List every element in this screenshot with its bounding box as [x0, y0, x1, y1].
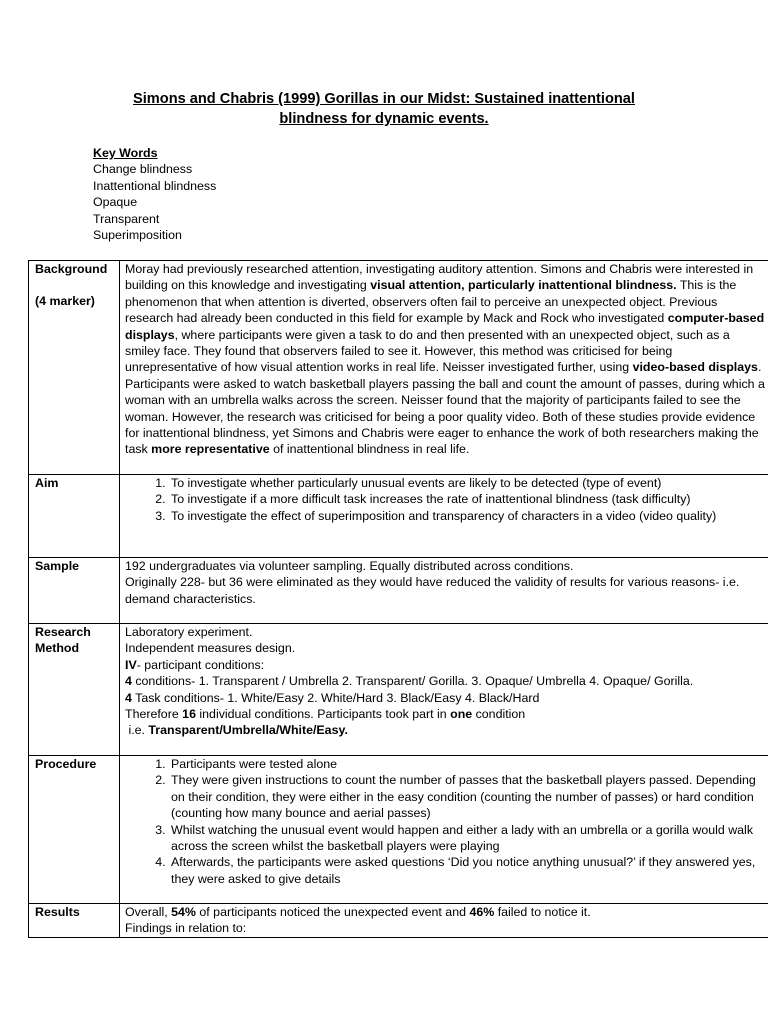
list-item: 2. To investigate if a more difficult task increases the rate of inattentional blindness (task difficulty): [169, 491, 766, 507]
method-conditions-line: [125, 673, 766, 689]
method-line: Laboratory experiment.: [125, 625, 253, 639]
background-text: This is the phenomenon that when attention is diverted, observers often fail to perceive an unexpected object. Previous research had already been conducted in this field for example by Mack and Rock who investigated: [125, 278, 737, 326]
results-content: [120, 904, 768, 938]
table-row-results: [29, 904, 768, 938]
therefore-text: condition: [472, 707, 526, 722]
iv-bold: IV: [125, 657, 137, 672]
table-row-sample: [29, 558, 768, 624]
task-count: 4: [125, 690, 132, 705]
list-item: 2. They were given instructions to count the number of passes that the basketball players passed. Depending on their condition, they were either in the easy condition (counting the number of passes) or hard condition (counting how many bounce and aerial passes): [169, 772, 766, 821]
list-item: 3. To investigate the effect of superimposition and transparency of characters in a video (video quality): [169, 508, 766, 524]
results-line: Findings in relation to:: [125, 921, 247, 936]
sample-content: [120, 558, 768, 624]
background-text: . Participants were asked to watch basketball players passing the ball and count the amount of passes, during which a woman with an umbrella walks across the screen. Neisser found that the majority of participants failed to see the woman. However, the research was criticised for being a poor quality video. Both of these studies provide evidence for inattentional blindness, yet Simons and Chabris were eager to enhance the work of both researchers making the task: [125, 360, 765, 457]
background-bold-text: more representative: [151, 442, 270, 457]
row-label-aim: Aim: [29, 475, 120, 558]
therefore-text: Therefore: [125, 707, 183, 722]
study-summary-table: [28, 260, 768, 938]
background-text: , where participants were given a task to do and then presented with an unexpected object, such as a smiley face. They found that observers failed to see it. However, this method was criticised for being unrepresentative of how visual attention works in real life. Neisser investigated further, using: [125, 327, 730, 375]
marks-label: (4 marker): [35, 294, 95, 309]
aim-list: [125, 475, 766, 524]
example-text: i.e.: [125, 723, 149, 738]
results-text: failed to notice it.: [494, 905, 591, 919]
therefore-text: individual conditions. Participants took part in: [195, 707, 451, 722]
key-word-item: Change blindness: [93, 162, 193, 177]
example-bold: Transparent/Umbrella/White/Easy.: [148, 723, 348, 738]
conditions-count: 4: [125, 674, 132, 689]
method-therefore-line: [125, 706, 766, 722]
key-words-section: [93, 145, 216, 243]
table-row-procedure: [29, 756, 768, 904]
background-text: of inattentional blindness in real life.: [269, 442, 470, 457]
results-text: Overall,: [125, 905, 172, 919]
key-word-item: Transparent: [93, 211, 160, 226]
background-bold-text: visual attention, particularly inattentional blindness.: [370, 278, 677, 293]
aim-content: [120, 475, 768, 558]
results-line: [125, 904, 766, 920]
method-label-line: Research: [35, 625, 91, 639]
procedure-list: [125, 756, 766, 887]
method-example-line: [125, 722, 766, 738]
method-iv-line: [125, 657, 766, 673]
method-label-line: Method: [35, 641, 80, 656]
table-row-aim: [29, 475, 768, 558]
list-item: 4. Afterwards, the participants were asked questions ‘Did you notice anything unusual?’ if they answered yes, they were asked to give details: [169, 854, 766, 887]
row-label-procedure: Procedure: [29, 756, 120, 904]
results-bold: 54%: [171, 905, 196, 919]
table-row-method: [29, 624, 768, 756]
list-item: 1. To investigate whether particularly unusual events are likely to be detected (type of event): [169, 475, 766, 491]
row-label-sample: Sample: [29, 558, 120, 624]
list-item: 3. Whilst watching the unusual event would happen and either a lady with an umbrella or a gorilla would walk across the screen whilst the basketball players were playing: [169, 822, 766, 855]
conditions-text: conditions- 1. Transparent / Umbrella 2. Transparent/ Gorilla. 3. Opaque/ Umbrella 4. Opaque/ Gorilla.: [131, 674, 694, 689]
results-text: of participants noticed the unexpected event and: [195, 905, 470, 919]
therefore-bold: 16: [182, 707, 196, 722]
title-line-2: blindness for dynamic events.: [279, 111, 489, 127]
page-title: [0, 89, 768, 129]
sample-line: Originally 228- but 36 were eliminated as they would have reduced the validity of results for various reasons- i.e. demand characteristics.: [125, 575, 740, 606]
title-line-1: Simons and Chabris (1999) Gorillas in our Midst: Sustained inattentional: [133, 91, 635, 107]
method-task-line: [125, 690, 766, 706]
background-bold-text: computer-based displays: [125, 311, 765, 342]
procedure-content: [120, 756, 768, 904]
key-word-item: Inattentional blindness: [93, 178, 217, 193]
task-text: Task conditions- 1. White/Easy 2. White/Hard 3. Black/Easy 4. Black/Hard: [131, 690, 540, 705]
results-bold: 46%: [469, 905, 495, 919]
table-row-background: [29, 261, 768, 475]
sample-line: 192 undergraduates via volunteer sampling. Equally distributed across conditions.: [125, 559, 574, 573]
background-label: Background: [35, 262, 108, 276]
therefore-bold: one: [450, 707, 473, 722]
key-word-item: Opaque: [93, 195, 138, 210]
background-bold-text: video-based displays: [632, 360, 758, 375]
row-label-results: Results: [29, 904, 120, 938]
key-words-heading: Key Words: [93, 146, 158, 160]
key-word-item: Superimposition: [93, 228, 182, 243]
iv-text: - participant conditions:: [136, 657, 265, 672]
method-content: [120, 624, 768, 756]
background-content: [120, 261, 768, 475]
list-item: 1. Participants were tested alone: [169, 756, 766, 772]
row-label-method: [29, 624, 120, 756]
background-text: Moray had previously researched attention, investigating auditory attention. Simons and Chabris were interested in building on this knowledge and investigating: [125, 262, 754, 293]
method-line: Independent measures design.: [125, 641, 296, 656]
row-label-background: [29, 261, 120, 475]
